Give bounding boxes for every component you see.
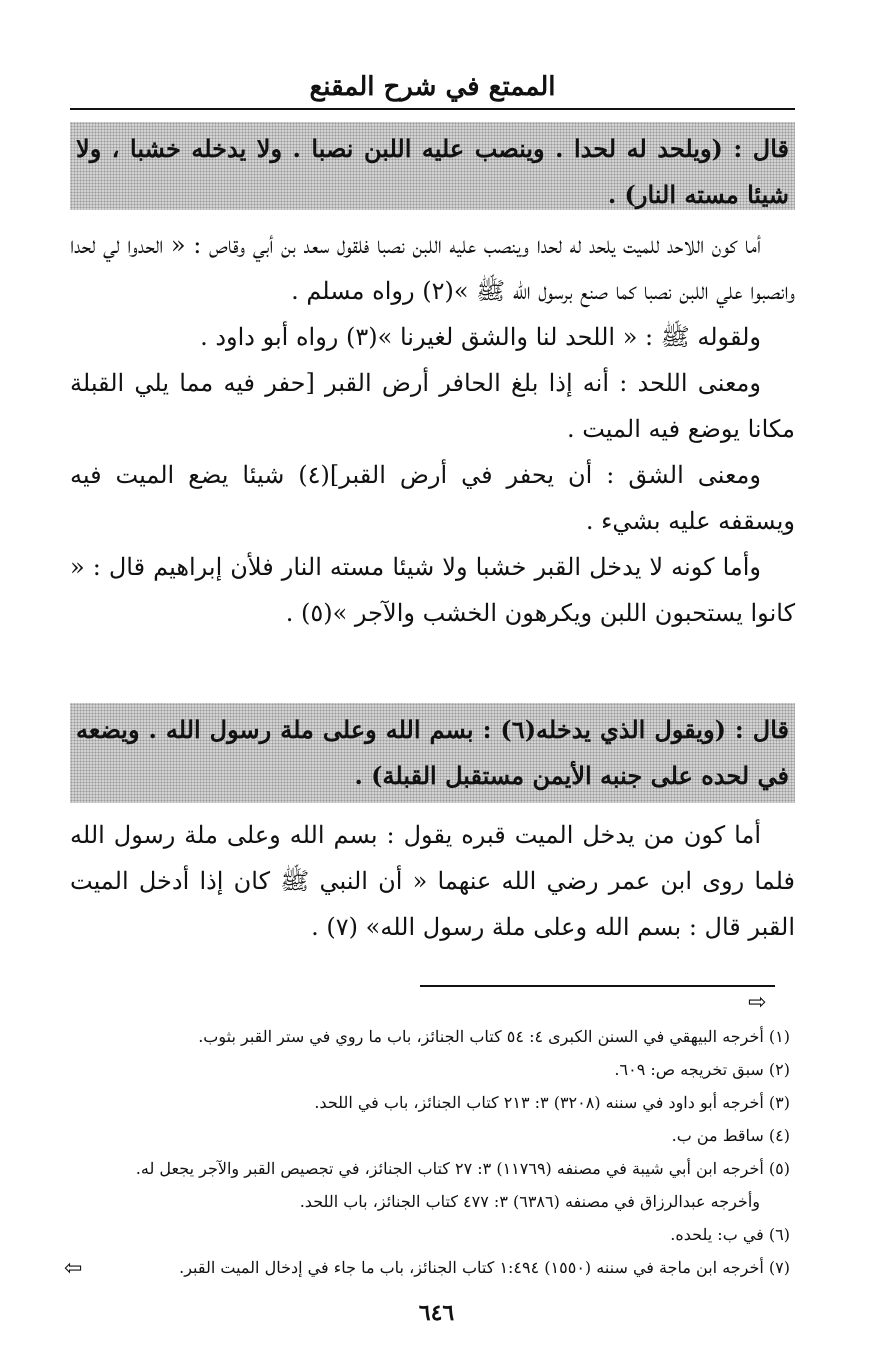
paragraph: ومعنى اللحد : أنه إذا بلغ الحافر أرض القبر [حفر فيه مما يلي القبلة مكانا يوضع فيه الميت . [70, 369, 795, 443]
footnote-divider [420, 985, 775, 987]
footnote: (١) أخرجه البيهقي في السنن الكبرى ٤: ٥٤ كتاب الجنائز، باب ما روي في ستر القبر بثوب. [198, 1027, 790, 1046]
paragraph: ولقوله ﷺ : « اللحد لنا والشق لغيرنا »(٣) رواه أبو داود . [200, 323, 761, 351]
paragraph: وأما كونه لا يدخل القبر خشبا ولا شيئا مسته النار فلأن إبراهيم قال : « كانوا يستحبون اللبن ويكرهون الخشب والآجر »(٥) . [70, 553, 795, 627]
footnote: (٧) أخرجه ابن ماجة في سننه (١٥٥٠) ١:٤٩٤ كتاب الجنائز، باب ما جاء في إدخال الميت القبر. [179, 1258, 790, 1277]
paragraph: أما كون اللاحد للميت يلحد له لحدا وينصب عليه اللبن نصبا فلقول سعد بن أبي وقاص : « الحدوا لي لحدا وانصبوا علي اللبن نصبا كما صنع برسول الله ﷺ »(٢) رواه مسلم . [70, 231, 795, 305]
footnote: (٥) أخرجه ابن أبي شيبة في مصنفه (١١٧٦٩) ٣: ٢٧ كتاب الجنائز، في تجصيص القبر والآجر يجعل له. [135, 1159, 790, 1178]
paragraph: ومعنى الشق : أن يحفر في أرض القبر](٤) شيئا يضع الميت فيه ويسقفه عليه بشيء . [70, 461, 795, 535]
paragraph: أما كون من يدخل الميت قبره يقول : بسم الله وعلى ملة رسول الله فلما روى ابن عمر رضي الله عنهما « أن النبي ﷺ كان إذا أدخل الميت القبر قال : بسم الله وعلى ملة رسول الله» (٧) . [70, 821, 795, 941]
matn-highlight-1: قال : (ويلحد له لحدا . وينصب عليه اللبن نصبا . ولا يدخله خشبا ، ولا شيئا مسته النار) . [70, 122, 795, 210]
page-number: ٦٤٦ [418, 1300, 455, 1326]
commentary-block-2 [70, 812, 795, 950]
commentary-block-1 [70, 222, 795, 636]
continuation-arrow-left-icon: ⇦ [64, 1256, 83, 1281]
footnote: (٦) في ب: يلحده. [670, 1225, 790, 1244]
footnote: (٣) أخرجه أبو داود في سننه (٣٢٠٨) ٣: ٢١٣ كتاب الجنائز، باب في اللحد. [314, 1093, 790, 1112]
page-header-title: الممتع في شرح المقنع [309, 72, 556, 102]
header-divider [70, 108, 795, 110]
footnote: (٢) سبق تخريجه ص: ٦٠٩. [614, 1060, 790, 1079]
footnote: (٤) ساقط من ب. [671, 1126, 790, 1145]
continuation-arrow-right-icon: ⇨ [748, 990, 767, 1015]
footnotes [70, 1020, 790, 1284]
footnote-continuation: وأخرجه عبدالرزاق في مصنفه (٦٣٨٦) ٣: ٤٧٧ كتاب الجنائز، باب اللحد. [299, 1192, 760, 1211]
matn-highlight-2: قال : (ويقول الذي يدخله(٦) : بسم الله وعلى ملة رسول الله . ويضعه في لحده على جنبه الأيمن مستقبل القبلة) . [70, 703, 795, 803]
